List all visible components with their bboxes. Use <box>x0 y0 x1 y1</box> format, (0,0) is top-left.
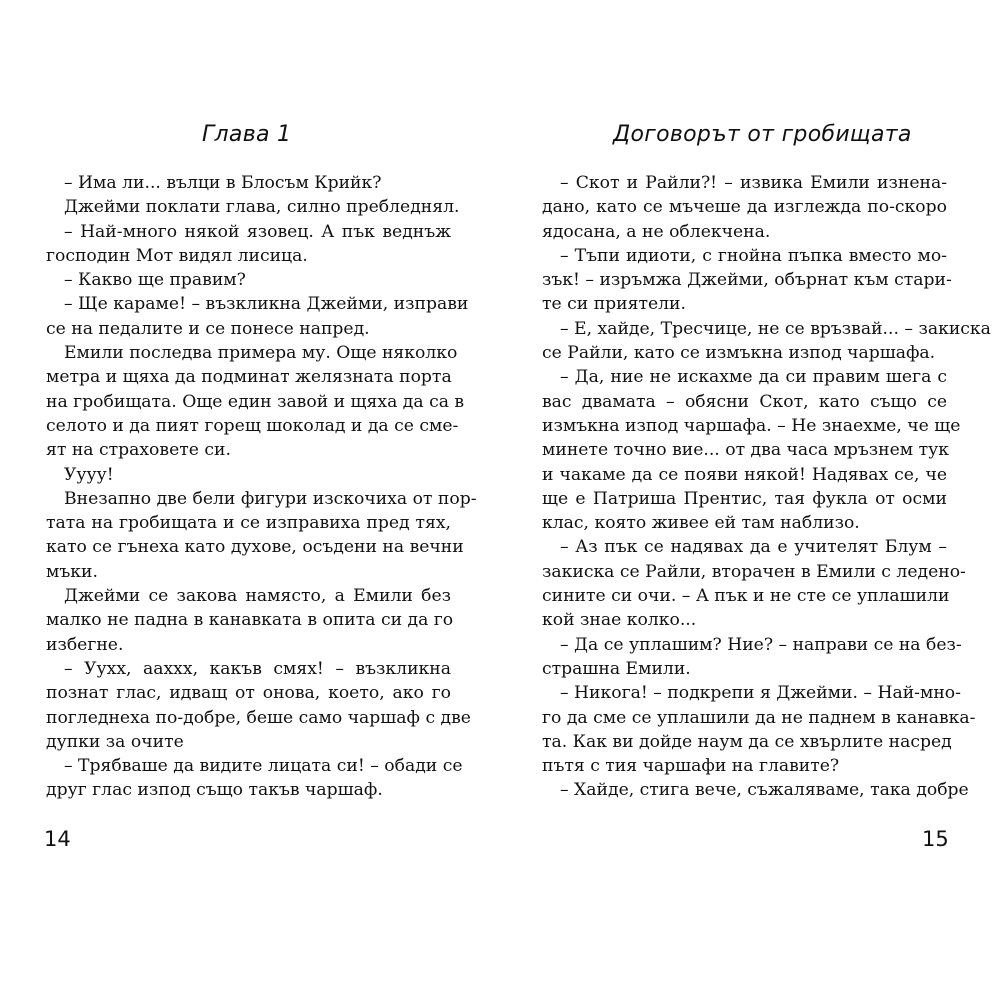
text-line: дупки за очите <box>46 731 184 752</box>
text-line: кой знае колко... <box>542 610 697 631</box>
text-line: закиска се Райли, вторачен в Емили с ледено- <box>542 561 966 582</box>
text-line: – Да се уплашим? Ние? – направи се на без- <box>560 634 962 655</box>
text-line: – Най-много някой язовец. А пък веднъж <box>64 221 451 242</box>
text-line: Уууу! <box>64 464 114 485</box>
text-line: Джейми поклати глава, силно пребледнял. <box>64 197 460 218</box>
text-line: зък! – изръмжа Джейми, обърнат към стари- <box>542 270 952 291</box>
text-line: ядосана, а не облекчена. <box>542 221 771 242</box>
text-line: погледнеха по-добре, беше само чаршаф с две <box>46 707 471 728</box>
text-line: се Райли, като се измъкна изпод чаршафа. <box>542 343 936 364</box>
text-line: клас, която живее ей там наблизо. <box>542 513 860 534</box>
text-line: ят на страховете си. <box>46 440 231 461</box>
text-line: – Скот и Райли?! – извика Емили изнена- <box>560 173 947 193</box>
text-line: – Да, ние не искахме да си правим шега с <box>560 367 947 388</box>
text-line: – Никога! – подкрепи я Джейми. – Най-мно- <box>560 683 961 704</box>
text-line: селото и да пият горещ шоколад и да се сме- <box>46 415 459 436</box>
text-line: Джейми се закова намясто, а Емили без <box>64 586 451 607</box>
text-line: Емили последва примера му. Още няколко <box>64 343 458 364</box>
text-line: измъкна изпод чаршафа. – Не знаехме, че ще <box>542 415 961 436</box>
text-line: те си приятели. <box>542 294 686 315</box>
chapter-header: Глава 1 <box>202 122 292 147</box>
text-line: малко не падна в канавката в опита си да го <box>46 610 454 631</box>
text-line: ще е Патриша Прентис, тая фукла от осми <box>542 488 947 509</box>
text-line: – Уухх, ааххх, какъв смях! – възкликна <box>64 658 451 679</box>
right-page-text <box>542 171 991 803</box>
page-number-right: 15 <box>922 827 949 851</box>
text-line: минете точно вие... от два часа мръзнем тук <box>542 440 949 461</box>
text-line: се на педалите и се понесе напред. <box>46 318 370 339</box>
text-line: вас двамата – обясни Скот, като също се <box>542 391 947 412</box>
text-line: пътя с тия чаршафи на главите? <box>542 756 840 777</box>
text-line: – Трябваше да видите лицата си! – обади се <box>64 756 463 777</box>
left-page-text <box>46 171 477 803</box>
text-line: страшна Емили. <box>542 658 691 679</box>
text-line: та. Как ви дойде наум да се хвърлите насред <box>542 731 952 752</box>
book-title-header: Договорът от гробищата <box>613 122 912 147</box>
text-line: – Хайде, стига вече, съжаляваме, така добре <box>560 780 969 801</box>
text-line: избегне. <box>46 634 124 655</box>
text-line: на гробищата. Още един завой и щяха да са в <box>46 391 465 412</box>
text-line: сините си очи. – А пък и не сте се уплашили <box>542 586 950 607</box>
text-line: – Тъпи идиоти, с гнойна пъпка вместо мо- <box>560 245 947 266</box>
text-line: – Има ли... вълци в Блосъм Крийк? <box>64 173 382 193</box>
text-line: познат глас, идващ от онова, което, ако го <box>46 683 451 704</box>
text-line: метра и щяха да подминат желязната порта <box>46 367 452 388</box>
text-line: тата на гробищата и се изправиха пред тях, <box>46 513 451 534</box>
text-line: – Ще караме! – възкликна Джейми, изправи <box>64 294 469 315</box>
page-number-left: 14 <box>44 827 71 851</box>
text-line: дано, като се мъчеше да изглежда по-скоро <box>542 197 947 218</box>
text-line: – Какво ще правим? <box>64 270 246 291</box>
text-line: – Аз пък се надявах да е учителят Блум – <box>560 537 947 558</box>
right-page <box>500 0 1000 1000</box>
text-line: Внезапно две бели фигури изскочиха от пор- <box>64 488 477 509</box>
text-line: – Е, хайде, Тресчице, не се връзвай... – закиска <box>560 318 991 339</box>
text-line: и чакаме да се появи някой! Надявах се, че <box>542 464 947 485</box>
text-line: господин Мот видял лисица. <box>46 245 308 266</box>
text-line: като се гънеха като духове, осъдени на вечни <box>46 537 464 558</box>
text-line: мъки. <box>46 561 98 582</box>
text-line: го да сме се уплашили да не паднем в канавка- <box>542 707 976 728</box>
text-line: друг глас изпод също такъв чаршаф. <box>46 780 383 801</box>
